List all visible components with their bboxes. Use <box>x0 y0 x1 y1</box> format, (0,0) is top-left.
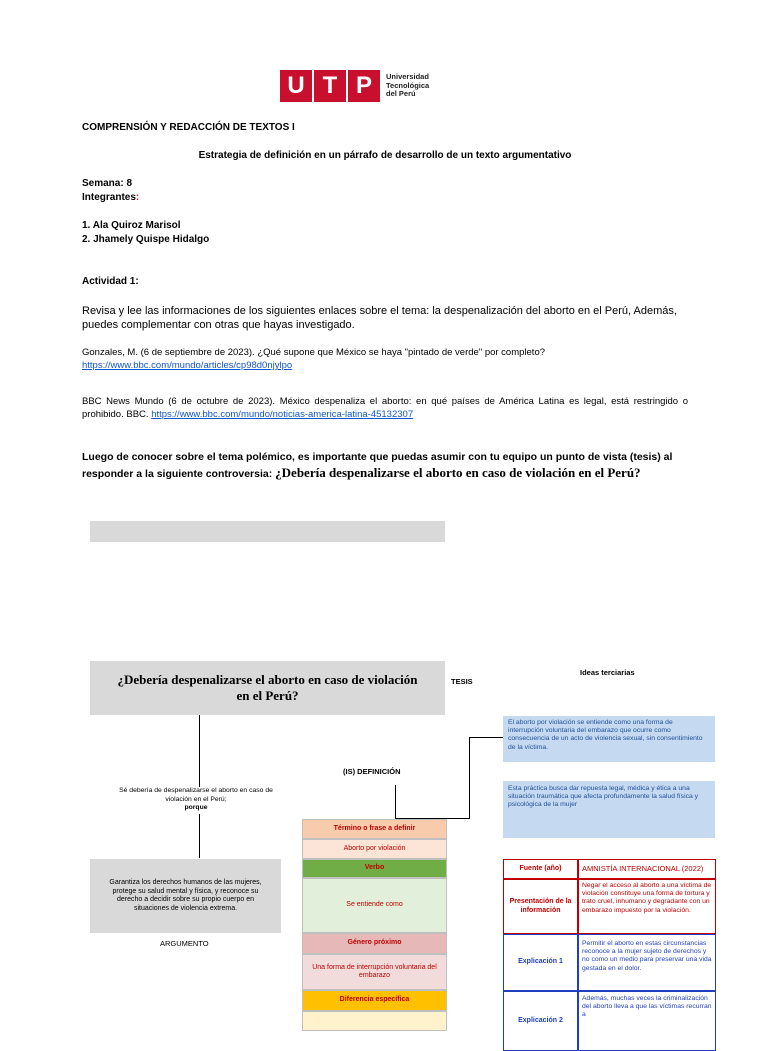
argument-box: Garantiza los derechos humanos de las mujeres, protege su salud mental y física, y reconoce su derecho a decidir sobre su propio cuerpo en situaciones de violencia extrema. <box>90 859 281 933</box>
reference-1-text: Gonzales, M. (6 de septiembre de 2023). ¿Qué supone que México se haya "pintado de verde" por completo? <box>82 347 546 358</box>
reference-2-link[interactable]: https://www.bbc.com/mundo/noticias-america-latina-45132307 <box>151 409 414 420</box>
tertiary-idea-1: El aborto por violación se entiende como una forma de interrupción voluntaria del embarazo que ocurre como consecuencia de un acto de violencia sexual, sin consentimiento de la víctima. <box>503 716 715 762</box>
answer-placeholder-bar[interactable] <box>90 521 445 542</box>
presentation-value: Negar el acceso al aborto a una víctima de violación constituye una forma de tortura y trato cruel, inhumano y degradante con un embarazo impuesto por la violación. <box>578 879 716 934</box>
reference-2 <box>82 395 688 421</box>
page-subtitle: Estrategia de definición en un párrafo de desarrollo de un texto argumentativo <box>198 150 572 161</box>
definition-verb-label: Verbo <box>302 859 447 878</box>
tesis-label: TESIS <box>451 677 473 686</box>
members-heading <box>82 191 139 204</box>
source-label: Fuente (año) <box>503 859 578 879</box>
thesis-statement <box>118 787 274 813</box>
definition-term-label: Término o frase a definir <box>302 819 447 839</box>
definition-verb-value: Se entiende como <box>302 878 447 933</box>
source-value: AMNISTÍA INTERNACIONAL (2022) <box>578 859 716 879</box>
presentation-label: Presentación de la información <box>503 879 578 934</box>
university-name <box>386 73 429 99</box>
member-2: 2. Jhamely Quispe Hidalgo <box>82 234 210 245</box>
porque-label: porque <box>184 804 208 811</box>
members-label: Integrantes <box>82 192 136 203</box>
reference-1-link[interactable]: https://www.bbc.com/mundo/articles/cp98d0njylpo <box>82 360 293 371</box>
is-definicion-label: (IS) DEFINICIÓN <box>343 767 401 776</box>
definition-difference-label: Diferencia específica <box>302 990 447 1011</box>
reference-1 <box>82 346 688 372</box>
definition-difference-value <box>302 1011 447 1031</box>
connector-line <box>199 814 200 858</box>
explanation-2-label: Explicación 2 <box>503 991 578 1051</box>
week-label: Semana: 8 <box>82 178 133 189</box>
logo-text-line: Tecnológica <box>386 80 430 90</box>
connector-line <box>395 785 396 819</box>
course-title: COMPRENSIÓN Y REDACCIÓN DE TEXTOS I <box>82 122 295 133</box>
member-1: 1. Ala Quiroz Marisol <box>82 220 181 231</box>
definition-term-value: Aborto por violación <box>302 839 447 859</box>
activity-title: Actividad 1: <box>82 276 139 287</box>
controversy-prompt <box>82 450 688 482</box>
tertiary-idea-2: Esta práctica busca dar repuesta legal, médica y ética a una situación traumática que afecta profundamente la salud física y psicológica de la mujer <box>503 781 715 838</box>
explanation-1-label: Explicación 1 <box>503 934 578 991</box>
definition-genus-label: Género próximo <box>302 933 447 954</box>
definition-genus-value: Una forma de interrupción voluntaria del embarazo <box>302 954 447 990</box>
explanation-2-value: Además, muchas veces la criminalización del aborto lleva a que las víctimas recurran a <box>578 991 716 1051</box>
prompt-text: Luego de conocer sobre el tema polémico, es importante que puedas asumir con tu equipo un punto de vista (tesis) al responder a la siguiente controversia: <box>82 451 673 480</box>
reference-2-text: BBC News Mundo (6 de octubre de 2023). México despenaliza el aborto: en qué países de América Latina es legal, está restringido o prohibido. BBC. <box>82 396 688 420</box>
activity-intro: Revisa y lee las informaciones de los siguientes enlaces sobre el tema: la despenalización del aborto en el Perú, Además, puedes complementar con otras que hayas investigado. <box>82 305 677 331</box>
logo-letter-u: U <box>280 70 312 102</box>
prompt-question: ¿Debería despenalizarse el aborto en caso de violación en el Perú? <box>275 465 641 480</box>
argumento-label: ARGUMENTO <box>160 939 209 948</box>
explanation-1-value: Permitir el aborto en estas circunstancias reconoce a la mujer sujeto de derechos y no como un medio para preservar una vida gestada en el dolor. <box>578 934 716 991</box>
members-colon: : <box>135 192 140 203</box>
logo-letter-t: T <box>314 70 346 102</box>
thesis-text: Sé debería de despenalizarse el aborto en caso de violación en el Perú; <box>119 787 273 803</box>
logo-letter-p: P <box>348 70 380 102</box>
question-box: ¿Debería despenalizarse el aborto en caso de violación en el Perú? <box>90 661 445 715</box>
logo-text-line: Universidad <box>386 72 429 81</box>
connector-line <box>469 737 470 819</box>
logo-text-line: del Perú <box>386 89 416 98</box>
ideas-terciarias-label: Ideas terciarias <box>580 668 635 677</box>
connector-line <box>469 737 503 738</box>
connector-line <box>199 715 200 787</box>
